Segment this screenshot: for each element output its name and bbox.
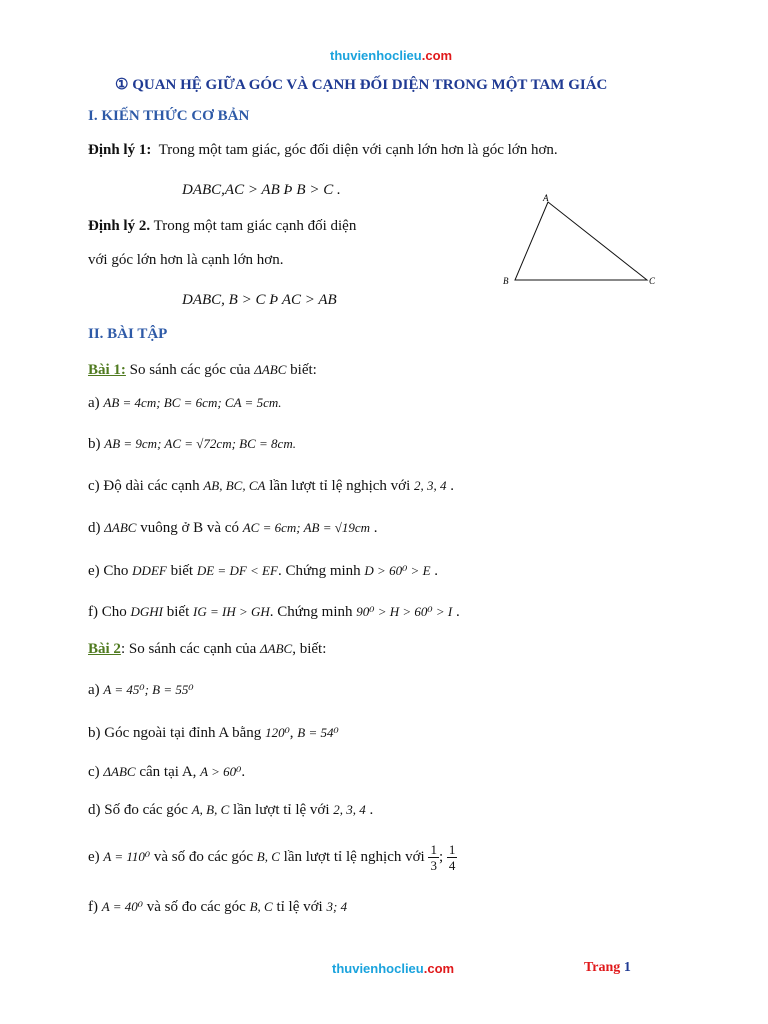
item-text: vuông ở B và có [136, 520, 243, 536]
triangle-figure [495, 190, 665, 295]
item-prefix: f) [88, 899, 102, 915]
page-title: ① QUAN HỆ GIỮA GÓC VÀ CẠNH ĐỐI DIỆN TRONG MỘT TAM GIÁC [115, 77, 608, 93]
exercise-1-text-end: biết: [286, 362, 317, 378]
theorem-1-text: Trong một tam giác, góc đối diện với cạnh lớn hơn là góc lớn hơn. [158, 142, 558, 158]
item-text-2: tỉ lệ với [272, 899, 327, 915]
page-number [584, 960, 631, 976]
exercise-1-item-e [88, 563, 438, 580]
fraction-numerator: 1 [448, 842, 456, 857]
item-math: DGHI [130, 604, 163, 619]
item-math-2: IG = IH > GH [193, 604, 270, 619]
item-math-2: 2, 3, 4 [414, 478, 447, 493]
vertex-label-c: C [649, 276, 656, 286]
item-prefix: b) [88, 436, 105, 452]
exercise-1-triangle: ΔABC [254, 362, 287, 377]
item-math-3: 90⁰ > H > 60⁰ > I [356, 604, 453, 619]
item-math: DDEF [132, 563, 167, 578]
item-end: . [370, 520, 378, 536]
item-end: . [241, 764, 246, 780]
item-text: và số đo các góc [142, 899, 250, 915]
item-math-2: B = 54⁰ [297, 725, 339, 740]
fraction-1-3 [428, 842, 439, 873]
theorem-2-text-1: Trong một tam giác cạnh đối diện [153, 218, 357, 234]
item-text: biết [166, 563, 197, 579]
vertex-label-a: A [543, 193, 549, 203]
exercise-1-item-b [88, 436, 296, 453]
exercise-1-item-a [88, 395, 281, 412]
item-text: biết [163, 604, 193, 620]
site-tld: .com [423, 961, 455, 976]
exercise-1-item-f [88, 604, 460, 621]
item-end: . [430, 563, 439, 579]
fraction-denominator: 3 [430, 858, 437, 873]
triangle-shape [515, 202, 647, 280]
item-end: . [446, 478, 455, 494]
exercise-1-text: So sánh các góc của [125, 362, 255, 378]
item-text-2: . Chứng minh [269, 604, 357, 620]
item-math: A = 40⁰ [101, 899, 143, 914]
item-prefix: b) Góc ngoài tại đỉnh A bằng [88, 725, 266, 741]
item-text: lần lượt tỉ lệ với [229, 802, 334, 818]
item-text: và số đo các góc [150, 848, 257, 865]
exercise-2-item-a [88, 682, 194, 699]
item-text: lần lượt tỉ lệ nghịch với [265, 478, 415, 494]
exercise-1-label: Bài 1: [88, 362, 126, 378]
exercise-2-item-d [88, 802, 373, 819]
item-prefix: c) Độ dài các cạnh [88, 478, 204, 494]
item-math: AB = 9cm; AC = √72cm; BC = 8cm. [104, 436, 296, 451]
item-text-2: lần lượt tỉ lệ nghịch với [279, 848, 429, 865]
item-prefix: c) [88, 764, 104, 780]
item-prefix: d) [88, 520, 105, 536]
item-math-2: AC = 6cm; AB = √19cm [242, 520, 371, 535]
item-prefix: e) Cho [88, 563, 133, 579]
exercise-2-item-b [88, 725, 339, 742]
theorem-2 [88, 218, 356, 235]
page-label: Trang [584, 960, 624, 975]
item-text-2: . Chứng minh [277, 563, 365, 579]
exercise-2-item-c [88, 764, 245, 781]
theorem-1-formula: DABC,AC > AB Þ B > C . [182, 182, 341, 198]
item-math-3: 3; 4 [326, 899, 348, 914]
item-math: ΔABC [104, 520, 137, 535]
theorem-1-label: Định lý 1: [88, 142, 152, 158]
item-math-3: D > 60⁰ > E [364, 563, 431, 578]
item-prefix: a) [88, 395, 104, 411]
fraction-separator: ; [438, 848, 444, 865]
exercise-1-item-c [88, 478, 454, 495]
exercise-2-item-e [88, 842, 457, 873]
theorem-2-label: Định lý 2. [88, 218, 151, 234]
header-site[interactable] [330, 48, 452, 63]
exercise-2-item-f [88, 899, 347, 916]
vertex-label-b: B [503, 276, 509, 286]
exercise-2-text-end: , biết: [292, 641, 327, 657]
item-math: AB = 4cm; BC = 6cm; CA = 5cm. [103, 395, 282, 410]
item-math: A = 45⁰; B = 55⁰ [103, 682, 194, 697]
fraction-denominator: 4 [448, 858, 456, 873]
item-math-2: B, C [249, 899, 273, 914]
item-math: ΔABC [103, 764, 136, 779]
item-prefix: e) [88, 848, 104, 865]
fraction-1-4 [447, 842, 458, 873]
item-text: , [289, 725, 298, 741]
item-prefix: f) Cho [88, 604, 131, 620]
item-prefix: a) [88, 682, 104, 698]
section-heading-theory: I. KIẾN THỨC CƠ BẢN [88, 108, 250, 124]
exercise-2-triangle: ΔABC [260, 641, 293, 656]
exercise-2-label: Bài 2 [88, 641, 121, 657]
theorem-2-formula: DABC, B > C Þ AC > AB [182, 292, 337, 308]
item-math: A, B, C [191, 802, 230, 817]
exercise-2-text: : So sánh các cạnh của [120, 641, 261, 657]
site-tld: .com [421, 48, 453, 63]
site-name: thuvienhoclieu [330, 48, 422, 63]
theorem-2-text-2: với góc lớn hơn là cạnh lớn hơn. [88, 252, 284, 268]
footer-site[interactable] [332, 961, 454, 976]
exercise-1-heading [88, 362, 317, 379]
theorem-1 [88, 142, 558, 159]
section-heading-exercises: II. BÀI TẬP [88, 326, 168, 342]
item-prefix: d) Số đo các góc [88, 802, 192, 818]
item-math-2: DE = DF < EF [196, 563, 278, 578]
fraction-numerator: 1 [430, 842, 437, 857]
item-math-2: A > 60⁰ [200, 764, 242, 779]
item-end: . [452, 604, 460, 620]
item-math: 120⁰ [265, 725, 290, 740]
item-math-2: B, C [256, 848, 280, 864]
site-name: thuvienhoclieu [332, 961, 424, 976]
item-text: cân tại A, [135, 764, 201, 780]
item-math: A = 110⁰ [103, 848, 151, 864]
item-math-2: 2, 3, 4 [333, 802, 366, 817]
item-math: AB, BC, CA [203, 478, 266, 493]
exercise-1-item-d [88, 520, 378, 537]
exercise-2-heading [88, 641, 326, 658]
item-end: . [365, 802, 374, 818]
page-num: 1 [623, 960, 631, 975]
